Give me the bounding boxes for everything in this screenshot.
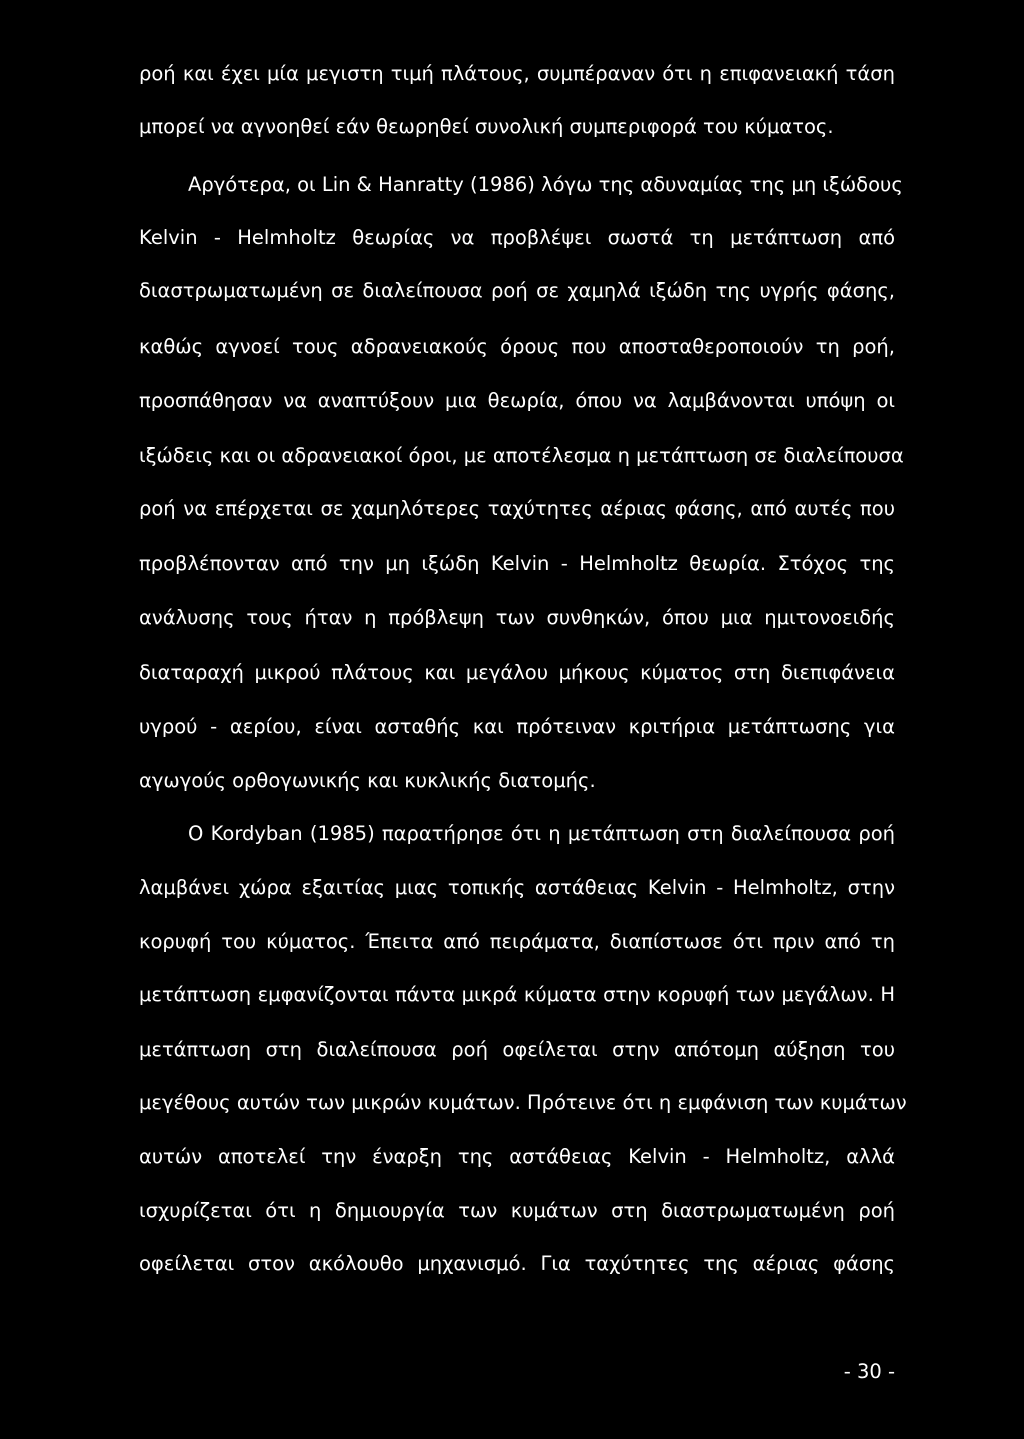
text-line-14: αγωγούς ορθογωνικής και κυκλικής διατομής. xyxy=(139,769,596,792)
text-line-2: μπορεί να αγνοηθεί εάν θεωρηθεί συνολική συμπεριφορά του κύματος. xyxy=(139,115,834,138)
text-line-10: προβλέπονταν από την μη ιξώδη Kelvin - Helmholtz θεωρία. Στόχος της xyxy=(139,552,895,575)
text-line-7: προσπάθησαν να αναπτύξουν μια θεωρία, όπου να λαμβάνονται υπόψη οι xyxy=(139,389,895,412)
text-line-6: καθώς αγνοεί τους αδρανειακούς όρους που αποσταθεροποιούν τη ροή, xyxy=(139,335,895,358)
text-line-15: Ο Kordyban (1985) παρατήρησε ότι η μετάπτωση στη διαλείπουσα ροή xyxy=(188,822,895,845)
text-line-23: οφείλεται στον ακόλουθο μηχανισμό. Για ταχύτητες της αέριας φάσης xyxy=(139,1252,895,1275)
text-line-21: αυτών αποτελεί την έναρξη της αστάθειας Kelvin - Helmholtz, αλλά xyxy=(139,1145,895,1168)
text-line-18: μετάπτωση εμφανίζονται πάντα μικρά κύματα στην κορυφή των μεγάλων. Η xyxy=(139,983,895,1006)
text-line-5: διαστρωματωμένη σε διαλείπουσα ροή σε χαμηλά ιξώδη της υγρής φάσης, xyxy=(139,279,895,302)
text-line-9: ροή να επέρχεται σε χαμηλότερες ταχύτητες αέριας φάσης, από αυτές που xyxy=(139,497,895,520)
text-line-3: Αργότερα, οι Lin & Hanratty (1986) λόγω της αδυναμίας της μη ιξώδους xyxy=(188,173,903,196)
text-line-1: ροή και έχει μία μεγιστη τιμή πλάτους, συμπέραναν ότι η επιφανειακή τάση xyxy=(139,62,895,85)
text-line-8: ιξώδεις και οι αδρανειακοί όροι, με αποτέλεσμα η μετάπτωση σε διαλείπουσα xyxy=(139,444,904,467)
text-line-12: διαταραχή μικρού πλάτους και μεγάλου μήκους κύματος στη διεπιφάνεια xyxy=(139,661,895,684)
page-number: - 30 - xyxy=(843,1360,895,1383)
text-line-4: Kelvin - Helmholtz θεωρίας να προβλέψει σωστά τη μετάπτωση από xyxy=(139,226,895,249)
text-line-22: ισχυρίζεται ότι η δημιουργία των κυμάτων στη διαστρωματωμένη ροή xyxy=(139,1199,895,1222)
text-line-16: λαμβάνει χώρα εξαιτίας μιας τοπικής αστάθειας Kelvin - Helmholtz, στην xyxy=(139,876,895,899)
text-line-11: ανάλυσης τους ήταν η πρόβλεψη των συνθηκών, όπου μια ημιτονοειδής xyxy=(139,606,895,629)
text-line-19: μετάπτωση στη διαλείπουσα ροή οφείλεται στην απότομη αύξηση του xyxy=(139,1038,895,1061)
text-line-17: κορυφή του κύματος. Έπειτα από πειράματα, διαπίστωσε ότι πριν από τη xyxy=(139,930,895,953)
text-line-20: μεγέθους αυτών των μικρών κυμάτων. Πρότεινε ότι η εμφάνιση των κυμάτων xyxy=(139,1091,907,1114)
text-line-13: υγρού - αερίου, είναι ασταθής και πρότειναν κριτήρια μετάπτωσης για xyxy=(139,715,895,738)
